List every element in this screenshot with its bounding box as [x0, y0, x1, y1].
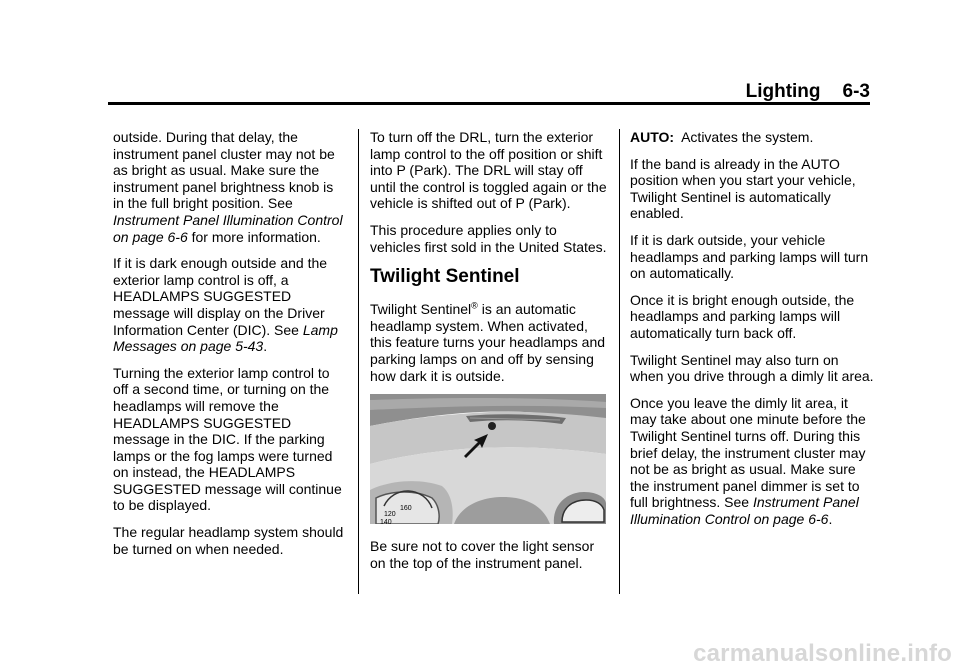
paragraph: [370, 301, 608, 384]
paragraph-text: is an automatic headlamp system. When activated, this feature turns your headlamps and parking lamps on and off by sensing how dark it is outside.: [370, 301, 606, 384]
paragraph-text: Activates the system.: [674, 129, 814, 145]
paragraph-text: .: [263, 338, 268, 355]
cross-reference-link[interactable]: Lamp Messages on page 5-43: [113, 321, 338, 355]
paragraph: This procedure applies only to vehicles first sold in the United States.: [370, 221, 607, 255]
section-heading: Twilight Sentinel: [370, 266, 520, 288]
column-divider-2: [619, 129, 620, 594]
auto-label: AUTO:: [630, 129, 675, 145]
paragraph: Twilight Sentinel may also turn on when you drive through a dimly lit area.: [630, 351, 874, 385]
paragraph-text: .: [828, 510, 833, 527]
paragraph: Turning the exterior lamp control to off a second time, or turning on the headlamps will remove the HEADLAMPS SUGGESTED message in the DIC. If the parking lamps or the fog lamps were turned on instead, the HEADLAMPS SUGGESTED message will continue to be displayed.: [113, 364, 342, 514]
paragraph: Be sure not to cover the light sensor on the top of the instrument panel.: [370, 538, 595, 571]
page-header: [105, 80, 870, 104]
paragraph-text: for more information.: [187, 228, 321, 245]
paragraph: [113, 255, 345, 355]
paragraph-text: outside. During that delay, the instrument panel cluster may not be as bright as usual. Make sure the instrument panel brightness knob is in the full bright position. See: [113, 129, 335, 212]
paragraph: Once it is bright enough outside, the headlamps and parking lamps will automatically turn back off.: [630, 291, 855, 341]
paragraph: [630, 395, 875, 528]
paragraph: To turn off the DRL, turn the exterior lamp control to the off position or shift into P (Park). The DRL will stay off until the control is toggled again or the vehicle is shifted out of P (Park).: [370, 129, 607, 212]
header-title: [746, 80, 870, 104]
column-3: [630, 129, 875, 537]
instrument-panel-illustration: [370, 394, 606, 524]
column-1: [113, 129, 345, 567]
cross-reference-link[interactable]: Instrument Panel Illumination Control on page 6-6: [113, 211, 343, 245]
paragraph-text: Once you leave the dimly lit area, it may take about one minute before the Twilight Sentinel turns off. During this brief delay, the instrument cluster may not be as bright as usual. Make sure the instrument panel dimmer is set to full brightness. See: [630, 394, 866, 511]
gauge-tick-140: 140: [380, 519, 392, 525]
section-name: Lighting: [745, 81, 821, 102]
column-divider-1: [358, 129, 359, 594]
header-rule: [108, 102, 870, 105]
registered-mark: ®: [471, 300, 478, 311]
cross-reference-link[interactable]: Instrument Panel Illumination Control on page 6-6: [630, 494, 859, 527]
paragraph: [113, 129, 345, 245]
gauge-tick-160: 160: [400, 505, 412, 513]
paragraph: If it is dark outside, your vehicle headlamps and parking lamps will turn on automatically.: [630, 231, 869, 282]
watermark: carmanualsonline.info: [693, 640, 952, 667]
paragraph: If the band is already in the AUTO position when you start your vehicle, Twilight Sentinel is automatically enabled.: [630, 155, 856, 222]
paragraph-text: Twilight Sentinel: [370, 301, 472, 318]
paragraph-text: If it is dark enough outside and the exterior lamp control is off, a HEADLAMPS SUGGESTED message will display on the Driver Information Center (DIC). See: [113, 255, 328, 338]
column-2: [370, 129, 608, 581]
paragraph: [630, 129, 875, 146]
page-number: 6-3: [842, 81, 870, 102]
gauge-tick-120: 120: [384, 511, 396, 519]
paragraph: The regular headlamp system should be turned on when needed.: [113, 524, 344, 557]
